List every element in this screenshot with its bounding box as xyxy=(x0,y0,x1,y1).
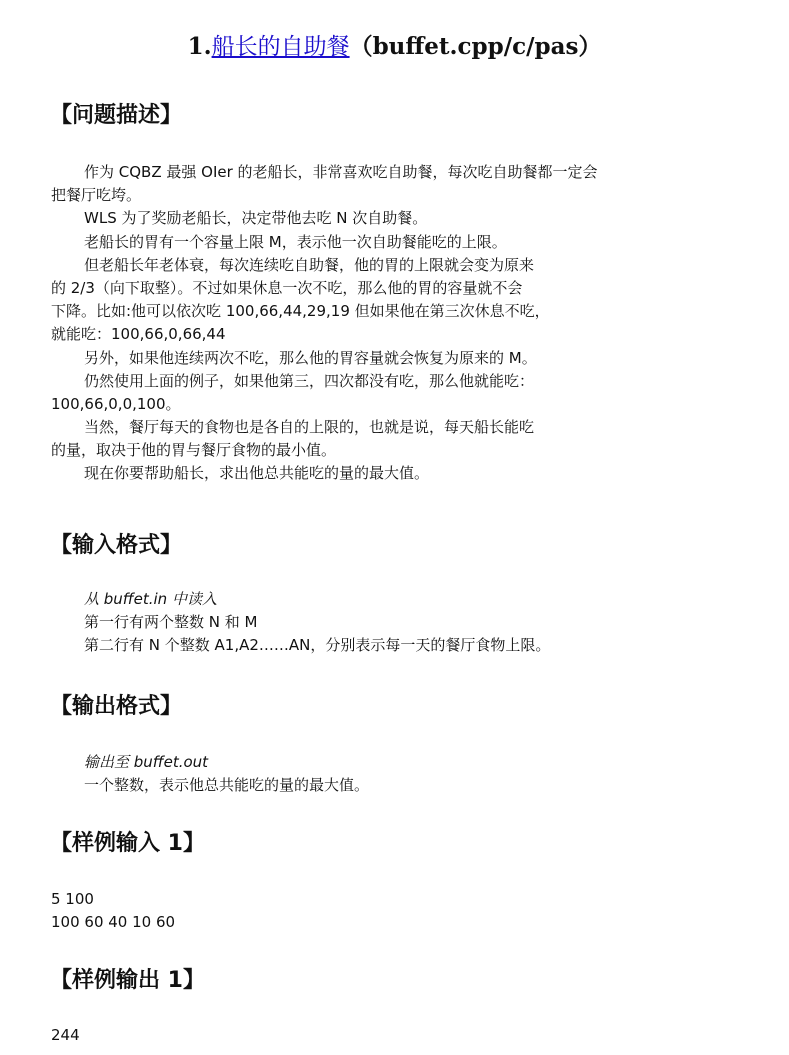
sample-input-body xyxy=(51,888,741,934)
description-line: 仍然使用上面的例子，如果他第三，四次都没有吃，那么他就能吃： xyxy=(84,371,535,390)
description-line: 就能吃：100,66,0,66,44 xyxy=(51,325,226,344)
sample-output-body xyxy=(51,1024,741,1047)
input-format-line: 第二行有 N 个整数 A1,A2……AN，分别表示每一天的餐厅食物上限。 xyxy=(84,636,551,655)
sample-output-line: 244 xyxy=(51,1026,80,1044)
description-line: 老船长的胃有一个容量上限 M，表示他一次自助餐能吃的上限。 xyxy=(84,232,507,251)
description-line: 把餐厅吃垮。 xyxy=(51,186,142,205)
description-line: 的量，取决于他的胃与餐厅食物的最小值。 xyxy=(51,441,337,460)
sample-output-heading: 【样例输出 1】 xyxy=(50,968,205,993)
output-format-heading: 【输出格式】 xyxy=(50,694,183,719)
description-line: 100,66,0,0,100。 xyxy=(51,394,181,413)
input-format-body xyxy=(51,588,741,658)
input-format-line: 第一行有两个整数 N 和 M xyxy=(84,613,258,632)
description-line: 另外，如果他连续两次不吃，那么他的胃容量就会恢复为原来的 M。 xyxy=(84,348,537,367)
description-line: WLS 为了奖励老船长，决定带他去吃 N 次自助餐。 xyxy=(84,209,428,228)
description-line: 当然，餐厅每天的食物也是各自的上限的，也就是说，每天船长能吃 xyxy=(84,418,535,437)
sample-input-heading: 【样例输入 1】 xyxy=(50,831,205,856)
input-format-heading: 【输入格式】 xyxy=(50,533,183,558)
output-format-line: 一个整数，表示他总共能吃的量的最大值。 xyxy=(84,776,370,795)
description-line: 的 2/3（向下取整）。不过如果休息一次不吃，那么他的胃的容量就不会 xyxy=(51,278,523,297)
description-line: 作为 CQBZ 最强 OIer 的老船长，非常喜欢吃自助餐，每次吃自助餐都一定会 xyxy=(84,163,598,181)
problem-file-info: （buffet.cpp/c/pas） xyxy=(349,33,602,60)
problem-number: 1. xyxy=(187,33,212,60)
problem-title-link[interactable]: 船长的自助餐 xyxy=(211,34,350,60)
input-source-line: 从 buffet.in 中读入 xyxy=(84,590,217,608)
problem-title xyxy=(0,30,789,64)
description-heading: 【问题描述】 xyxy=(50,103,183,128)
description-line: 下降。比如:他可以依次吃 100,66,44,29,19 但如果他在第三次休息不吃， xyxy=(51,302,550,321)
description-body xyxy=(51,161,741,486)
sample-input-line: 5 100 xyxy=(51,890,94,908)
output-format-body xyxy=(51,751,741,797)
sample-input-line: 100 60 40 10 60 xyxy=(51,913,176,932)
description-line: 现在你要帮助船长，求出他总共能吃的量的最大值。 xyxy=(84,464,430,483)
output-target-line: 输出至 buffet.out xyxy=(84,753,209,771)
description-line: 但老船长年老体衰，每次连续吃自助餐，他的胃的上限就会变为原来 xyxy=(84,255,535,274)
